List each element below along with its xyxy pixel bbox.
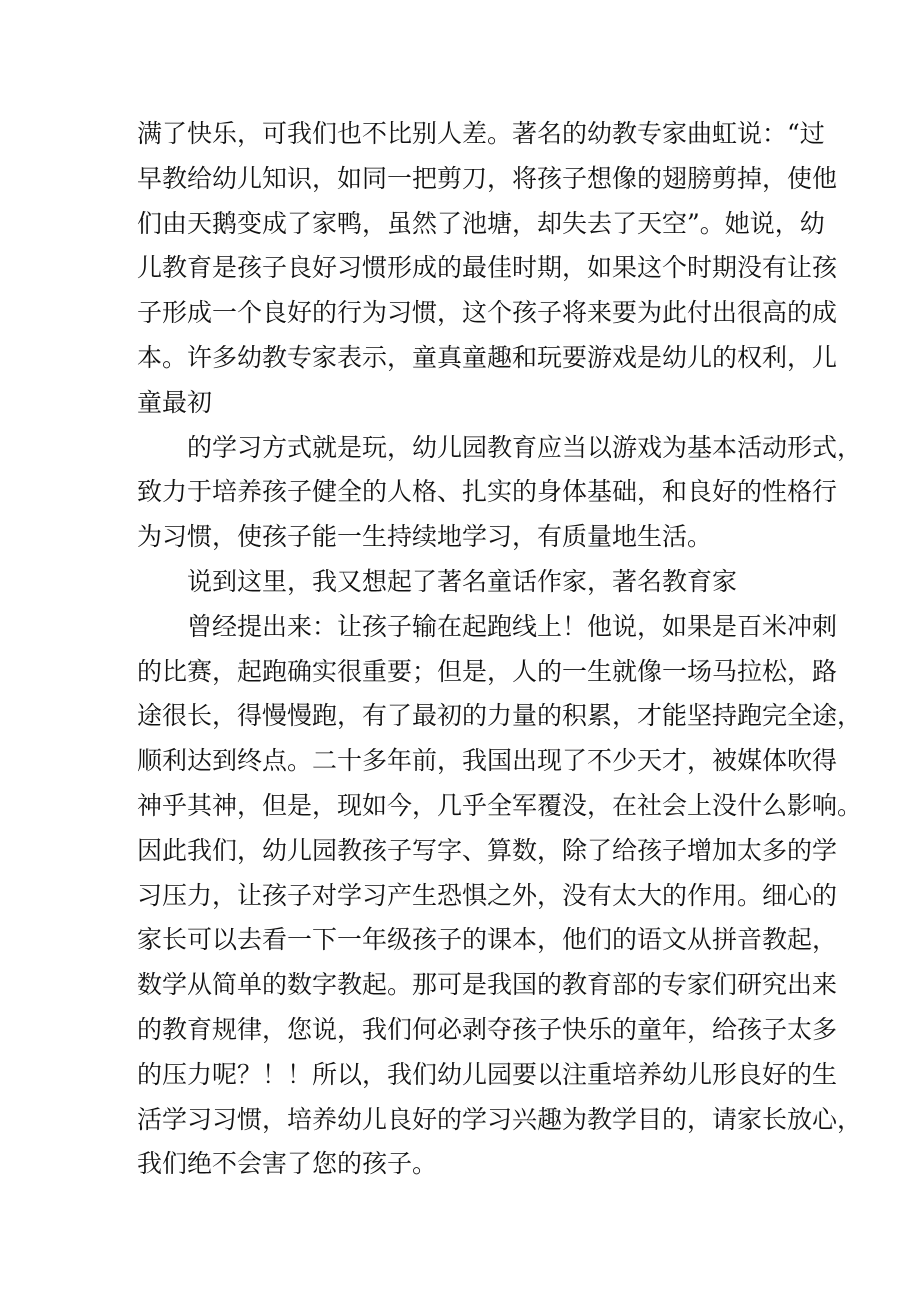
text-line: 本。许多幼教专家表示，童真童趣和玩要游戏是幼儿的权利，儿 — [137, 342, 838, 372]
text-line: 神乎其神，但是，现如今，几乎全军覆没，在社会上没什么影响。 — [137, 790, 863, 820]
text-line: 儿教育是孩子良好习惯形成的最佳时期，如果这个时期没有让孩 — [137, 253, 838, 283]
text-line: 顺利达到终点。二十多年前，我国出现了不少天才，被媒体吹得 — [137, 746, 838, 776]
text-line: 早教给幼儿知识，如同一把剪刀，将孩子想像的翅膀剪掉，使他 — [137, 163, 838, 193]
article-body — [137, 112, 863, 1187]
text-line: 数学从简单的数字教起。那可是我国的教育部的专家们研究出来 — [137, 970, 838, 1000]
text-line: 曾经提出来：让孩子输在起跑线上！他说，如果是百米冲刺 — [187, 611, 838, 641]
text-line: 我们绝不会害了您的孩子。 — [137, 1149, 438, 1179]
text-line: 致力于培养孩子健全的人格、扎实的身体基础，和良好的性格行 — [137, 477, 838, 507]
text-line: 家长可以去看一下一年级孩子的课本，他们的语文从拼音教起， — [137, 925, 838, 955]
text-line: 子形成一个良好的行为习惯，这个孩子将来要为此付出很高的成 — [137, 298, 838, 328]
text-line: 的教育规律，您说，我们何必剥夺孩子快乐的童年，给孩子太多 — [137, 1014, 838, 1044]
text-line: 的压力呢？！！所以，我们幼儿园要以注重培养幼儿形良好的生 — [137, 1059, 838, 1089]
text-line: 的学习方式就是玩，幼儿园教育应当以游戏为基本活动形式， — [187, 432, 863, 462]
text-line: 满了快乐，可我们也不比别人差。著名的幼教专家曲虹说：“过 — [137, 119, 825, 148]
text-line: 习压力，让孩子对学习产生恐惧之外，没有太大的作用。细心的 — [137, 880, 838, 910]
text-line: 们由天鹅变成了家鸭，虽然了池塘，却失去了天空”。她说，幼 — [137, 208, 825, 238]
text-line: 说到这里，我又想起了著名童话作家，著名教育家 — [187, 566, 738, 596]
text-line: 因此我们，幼儿园教孩子写字、算数，除了给孩子增加太多的学 — [137, 835, 838, 865]
text-line: 的比赛，起跑确实很重要；但是，人的一生就像一场马拉松，路 — [137, 656, 838, 686]
text-line: 活学习习惯，培养幼儿良好的学习兴趣为教学目的，请家长放心， — [137, 1104, 863, 1134]
text-line: 为习惯，使孩子能一生持续地学习，有质量地生活。 — [137, 522, 713, 552]
text-line: 童最初 — [137, 387, 213, 417]
text-line: 途很长，得慢慢跑，有了最初的力量的积累，才能坚持跑完全途， — [137, 701, 863, 731]
